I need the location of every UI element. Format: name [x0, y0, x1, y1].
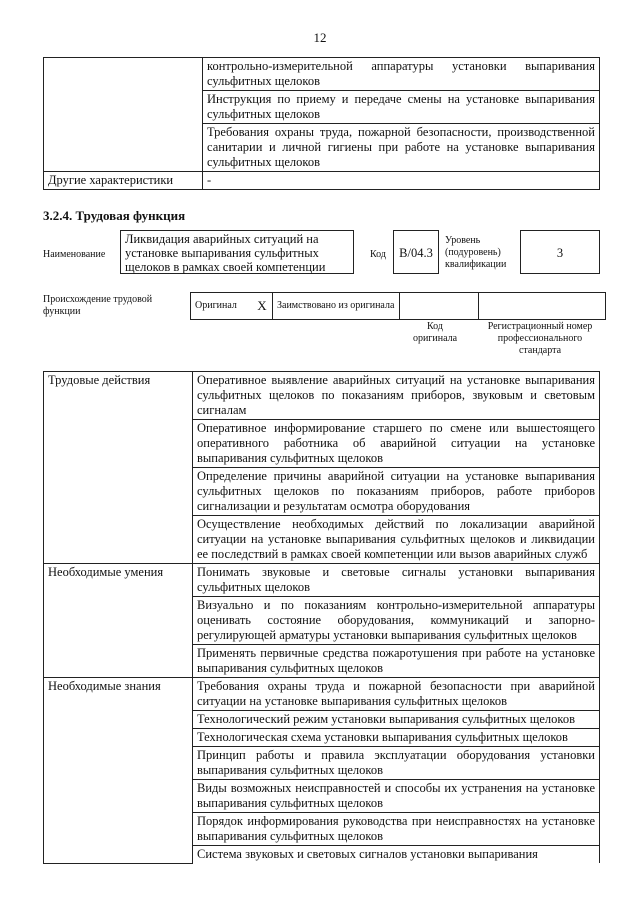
- knowledge-item: Принцип работы и правила эксплуатации оборудования установки выпаривания сульфитных щелоков: [193, 747, 600, 780]
- required-skills-label: Необходимые умения: [44, 564, 193, 678]
- code-original-caption: Код оригинала: [412, 321, 458, 344]
- function-name: Ликвидация аварийных ситуаций на установке выпаривания сульфитных щелоков в рамках своей компетенции: [120, 230, 354, 274]
- other-characteristics-label: Другие характеристики: [44, 172, 203, 190]
- knowledge-item: Требования охраны труда и пожарной безопасности при аварийной ситуации на установке выпаривания сульфитных щелоков: [193, 678, 600, 711]
- qualification-level: 3: [520, 230, 600, 274]
- skill-item: Визуально и по показаниям контрольно-измерительной аппаратуры оценивать состояние оборудования, коммуникаций и запорно-регулирующей арматуры установки выпаривания сульфитных щелоков: [193, 597, 600, 645]
- level-label: Уровень (подуровень) квалификации: [445, 235, 507, 270]
- origin-label: Происхождение трудовой функции: [43, 294, 153, 317]
- borrowed-label: Заимствовано из оригинала: [273, 293, 400, 320]
- knowledge-item: Виды возможных неисправностей и способы их устранения на установке выпаривания сульфитных щелоков: [193, 780, 600, 813]
- knowledge-item: Технологический режим установки выпаривания сульфитных щелоков: [193, 711, 600, 729]
- continued-label-cell: [44, 58, 203, 172]
- code-label: Код: [370, 249, 386, 260]
- other-characteristics-value: -: [203, 172, 600, 190]
- original-mark: X: [252, 293, 273, 320]
- continued-item: Требования охраны труда, пожарной безопасности, производственной санитарии и личной гигиены при работе на установке выпаривания сульфитных щелоков: [203, 124, 600, 172]
- knowledge-item: Порядок информирования руководства при неисправностях на установке выпаривания сульфитных щелоков: [193, 813, 600, 846]
- original-label: Оригинал: [191, 293, 253, 320]
- registration-number-caption: Регистрационный номер профессионального стандарта: [487, 321, 593, 356]
- function-details-table: [43, 371, 600, 864]
- labor-action-item: Оперативное информирование старшего по смене или вышестоящего оперативного работника об аварийной ситуации на установке выпаривания сульфитных щелоков: [193, 420, 600, 468]
- code-original-cell: [400, 293, 479, 320]
- skill-item: Применять первичные средства пожаротушения при работе на установке выпаривания сульфитных щелоков: [193, 645, 600, 678]
- continued-item: контрольно-измерительной аппаратуры установки выпаривания сульфитных щелоков: [203, 58, 600, 91]
- continued-table: [43, 57, 600, 190]
- required-knowledge-label: Необходимые знания: [44, 678, 193, 864]
- origin-table: [190, 292, 606, 320]
- skill-item: Понимать звуковые и световые сигналы установки выпаривания сульфитных щелоков: [193, 564, 600, 597]
- section-title: 3.2.4. Трудовая функция: [43, 208, 186, 223]
- name-label: Наименование: [43, 249, 106, 260]
- labor-actions-label: Трудовые действия: [44, 372, 193, 564]
- knowledge-item: Система звуковых и световых сигналов установки выпаривания: [193, 846, 600, 864]
- labor-action-item: Определение причины аварийной ситуации на установке выпаривания сульфитных щелоков по показаниям приборов, работе приборов сигнализации и результатам осмотра оборудования: [193, 468, 600, 516]
- labor-action-item: Осуществление необходимых действий по локализации аварийной ситуации на установке выпаривания сульфитных щелоков и ликвидации ее последствий в рамках своей компетенции или вызов аварийных служб: [193, 516, 600, 564]
- registration-number-cell: [479, 293, 606, 320]
- function-code: B/04.3: [393, 230, 439, 274]
- page-number: 12: [313, 30, 327, 45]
- knowledge-item: Технологическая схема установки выпаривания сульфитных щелоков: [193, 729, 600, 747]
- labor-action-item: Оперативное выявление аварийных ситуаций на установке выпаривания сульфитных щелоков по показаниям приборов, звуковым и световым сигналам: [193, 372, 600, 420]
- continued-item: Инструкция по приему и передаче смены на установке выпаривания сульфитных щелоков: [203, 91, 600, 124]
